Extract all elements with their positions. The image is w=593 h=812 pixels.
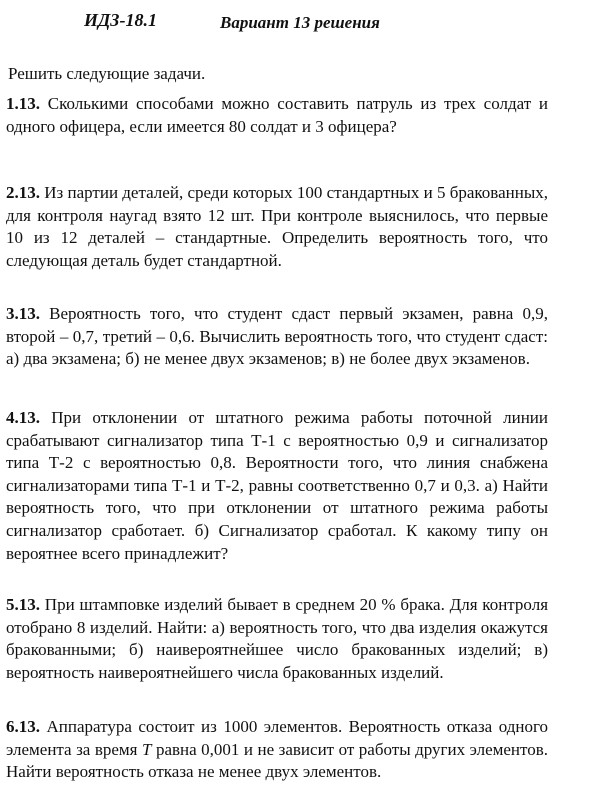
problem-text-after: равна 0,001 и не зависит от работы других элементов. Найти вероятность отказа не менее двух элементов.: [6, 739, 549, 782]
problem-text: При штамповке изделий бывает в среднем 20 % брака. Для контроля отобрано 8 изделий. Найти: а) вероятность того, что два изделия окажутся бракованными; б) наивероятнейшее число бракованных изделий; в) вероятность наивероятнейшего числа бракованных изделий.: [6, 595, 549, 682]
problem-number: 3.13.: [6, 304, 40, 323]
intro-text: Решить следующие задачи.: [8, 64, 206, 83]
problem-number: 1.13.: [6, 94, 40, 113]
problem-text: Сколькими способами можно составить патруль из трех солдат и одного офицера, если имеется 80 солдат и 3 офицера?: [6, 94, 549, 136]
problem-text-before: Аппаратура состоит из 1000 элементов. Вероятность отказа одного элемента за время: [6, 717, 549, 759]
problem-6: [6, 716, 548, 784]
problem-4: [6, 407, 548, 565]
variant-title: Вариант 13 решения: [220, 13, 380, 32]
problem-text: При отклонении от штатного режима работы поточной линии срабатывают сигнализатор типа Т-1 с вероятностью 0,9 и сигнализатор типа Т-2 с вероятностью 0,8. Вероятности того, что линия снабжена сигнализаторами типа Т-1 и Т-2, равны соответственно 0,7 и 0,3. а) Найти вероятность того, что при отклонении от штатного режима работы сигнализатор сработает. б) Сигнализатор сработал. К какому типу он вероятнее всего принадлежит?: [6, 408, 548, 563]
problem-number: 5.13.: [6, 595, 40, 614]
assignment-code: ИДЗ-18.1: [84, 10, 157, 30]
problem-number: 2.13.: [6, 183, 40, 202]
problem-1: [6, 93, 548, 138]
problem-text: Из партии деталей, среди которых 100 стандартных и 5 бракованных, для контроля наугад взято 12 шт. При контроле выяснилось, что первые 10 из 12 деталей – стандартные. Определить вероятность того, что следующая деталь будет стандартной.: [6, 183, 548, 270]
problem-2: [6, 182, 548, 272]
time-variable: T: [142, 739, 152, 759]
problem-5: [6, 594, 548, 684]
problem-text: Вероятность того, что студент сдаст первый экзамен, равна 0,9, второй – 0,7, третий – 0,6. Вычислить вероятность того, что студент сдаст: а) два экзамена; б) не менее двух экзаменов; в) не более двух экзаменов.: [6, 304, 548, 369]
problem-number: 4.13.: [6, 408, 40, 427]
page-header: [0, 6, 593, 36]
problem-3: [6, 303, 548, 371]
problem-number: 6.13.: [6, 717, 40, 736]
